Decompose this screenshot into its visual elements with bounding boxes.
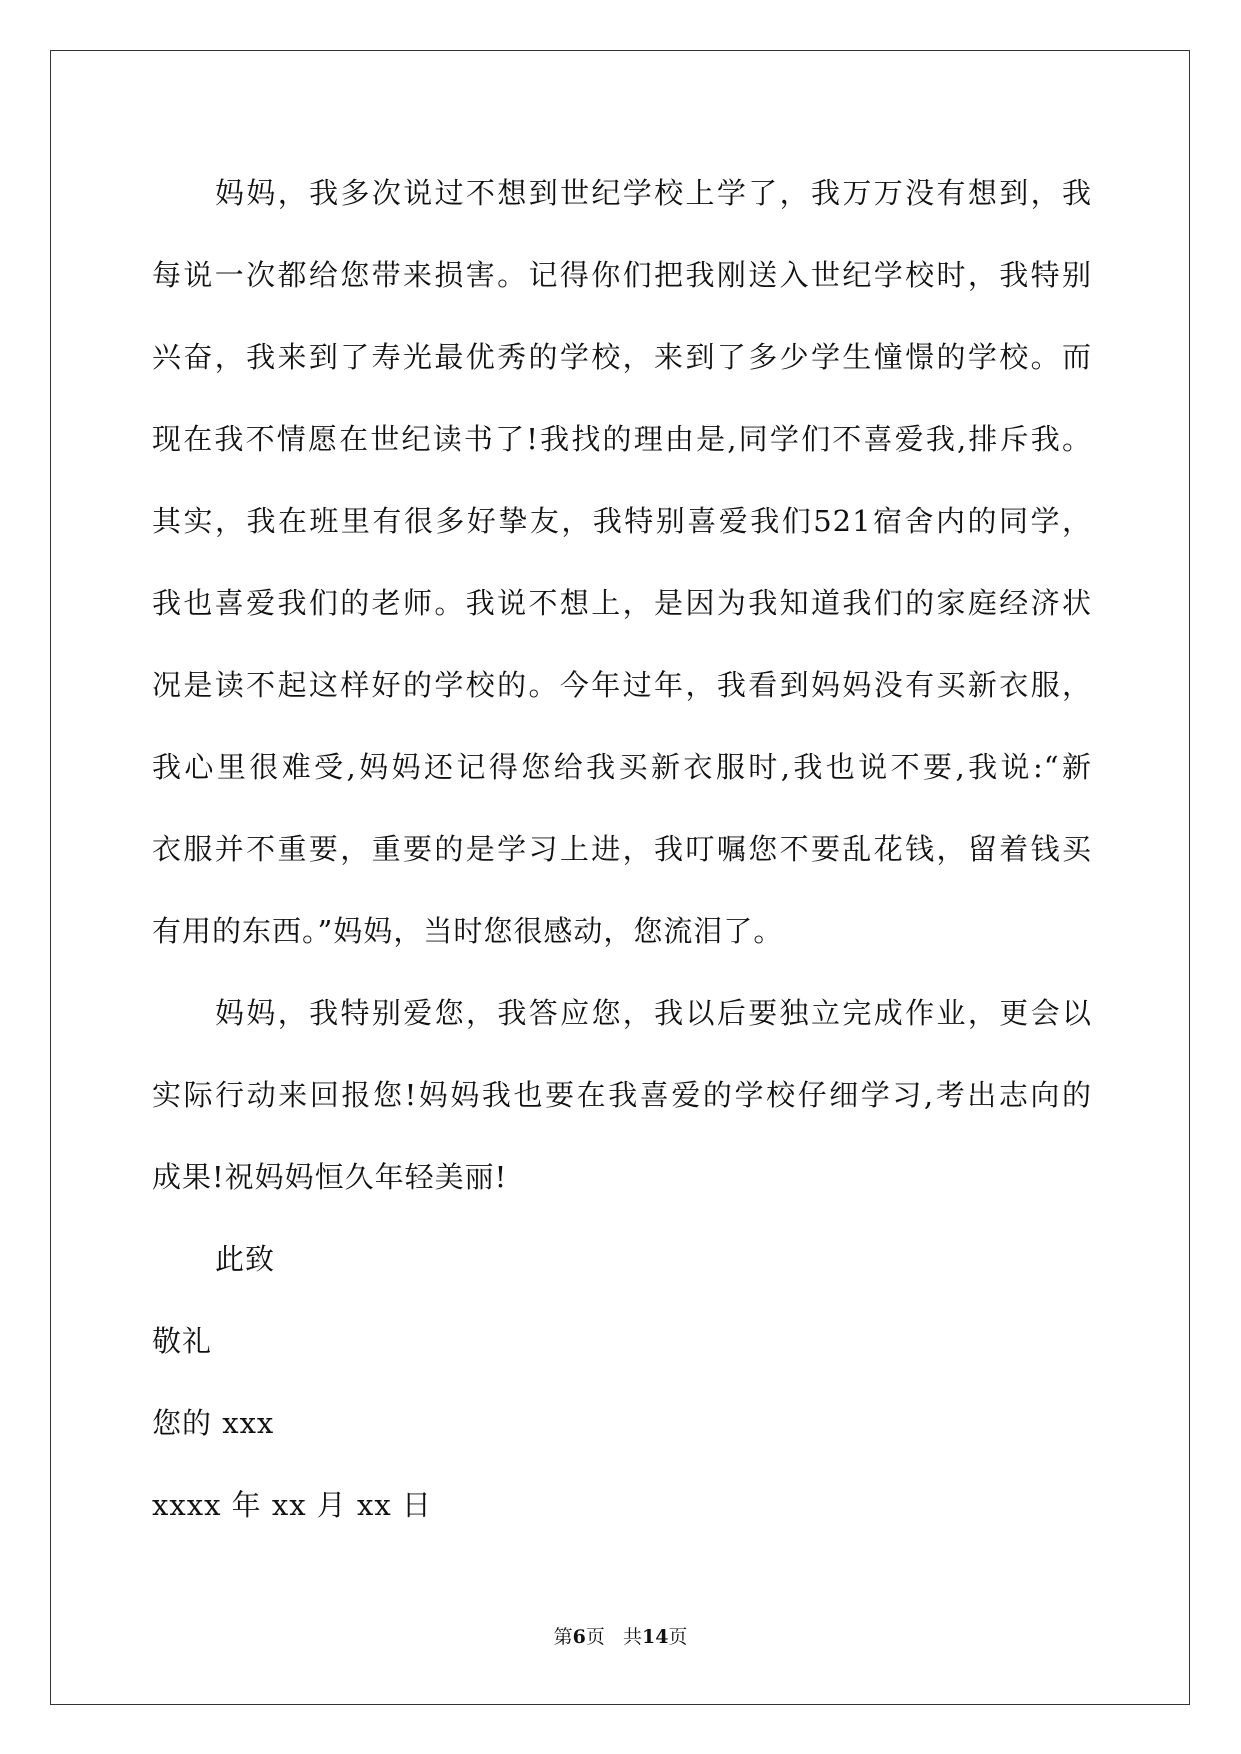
letter-line: 有用的东西。”妈妈，当时您很感动，您流泪了。 bbox=[152, 914, 784, 948]
footer-prefix: 第 bbox=[553, 1626, 573, 1648]
letter-line: 衣服并不重要，重要的是学习上进，我叮嘱您不要乱花钱，留着钱买 bbox=[152, 832, 1092, 866]
letter-line: 妈妈，我特别爱您，我答应您，我以后要独立完成作业，更会以 bbox=[215, 996, 1092, 1030]
letter-line: 您的 xxx bbox=[152, 1406, 275, 1440]
letter-body bbox=[152, 152, 1092, 1546]
footer-total-prefix: 共 bbox=[622, 1626, 642, 1648]
letter-line: 敬礼 bbox=[152, 1324, 213, 1358]
letter-line: 实际行动来回报您!妈妈我也要在我喜爱的学校仔细学习,考出志向的 bbox=[152, 1078, 1092, 1112]
footer-page-suffix: 页 bbox=[585, 1626, 605, 1648]
letter-line: 兴奋，我来到了寿光最优秀的学校，来到了多少学生憧憬的学校。而 bbox=[152, 340, 1092, 374]
letter-line: 此致 bbox=[215, 1242, 276, 1276]
footer-total-suffix: 页 bbox=[668, 1626, 688, 1648]
letter-line: 况是读不起这样好的学校的。今年过年，我看到妈妈没有买新衣服， bbox=[152, 668, 1092, 702]
footer-page-number: 6 bbox=[572, 1626, 586, 1648]
letter-line: 其实，我在班里有很多好挚友，我特别喜爱我们521宿舍内的同学， bbox=[152, 504, 1092, 538]
letter-line: 现在我不情愿在世纪读书了!我找的理由是,同学们不喜爱我,排斥我。 bbox=[152, 422, 1092, 456]
letter-line: 妈妈，我多次说过不想到世纪学校上学了，我万万没有想到，我 bbox=[215, 176, 1092, 210]
letter-line: xxxx 年 xx 月 xx 日 bbox=[152, 1488, 432, 1522]
footer-total-pages: 14 bbox=[641, 1626, 669, 1648]
letter-line: 每说一次都给您带来损害。记得你们把我刚送入世纪学校时，我特别 bbox=[152, 258, 1092, 292]
letter-line: 成果!祝妈妈恒久年轻美丽! bbox=[152, 1160, 508, 1194]
letter-line: 我也喜爱我们的老师。我说不想上，是因为我知道我们的家庭经济状 bbox=[152, 586, 1092, 620]
letter-line: 我心里很难受,妈妈还记得您给我买新衣服时,我也说不要,我说:“新 bbox=[152, 750, 1092, 784]
page-footer bbox=[0, 1622, 1241, 1649]
